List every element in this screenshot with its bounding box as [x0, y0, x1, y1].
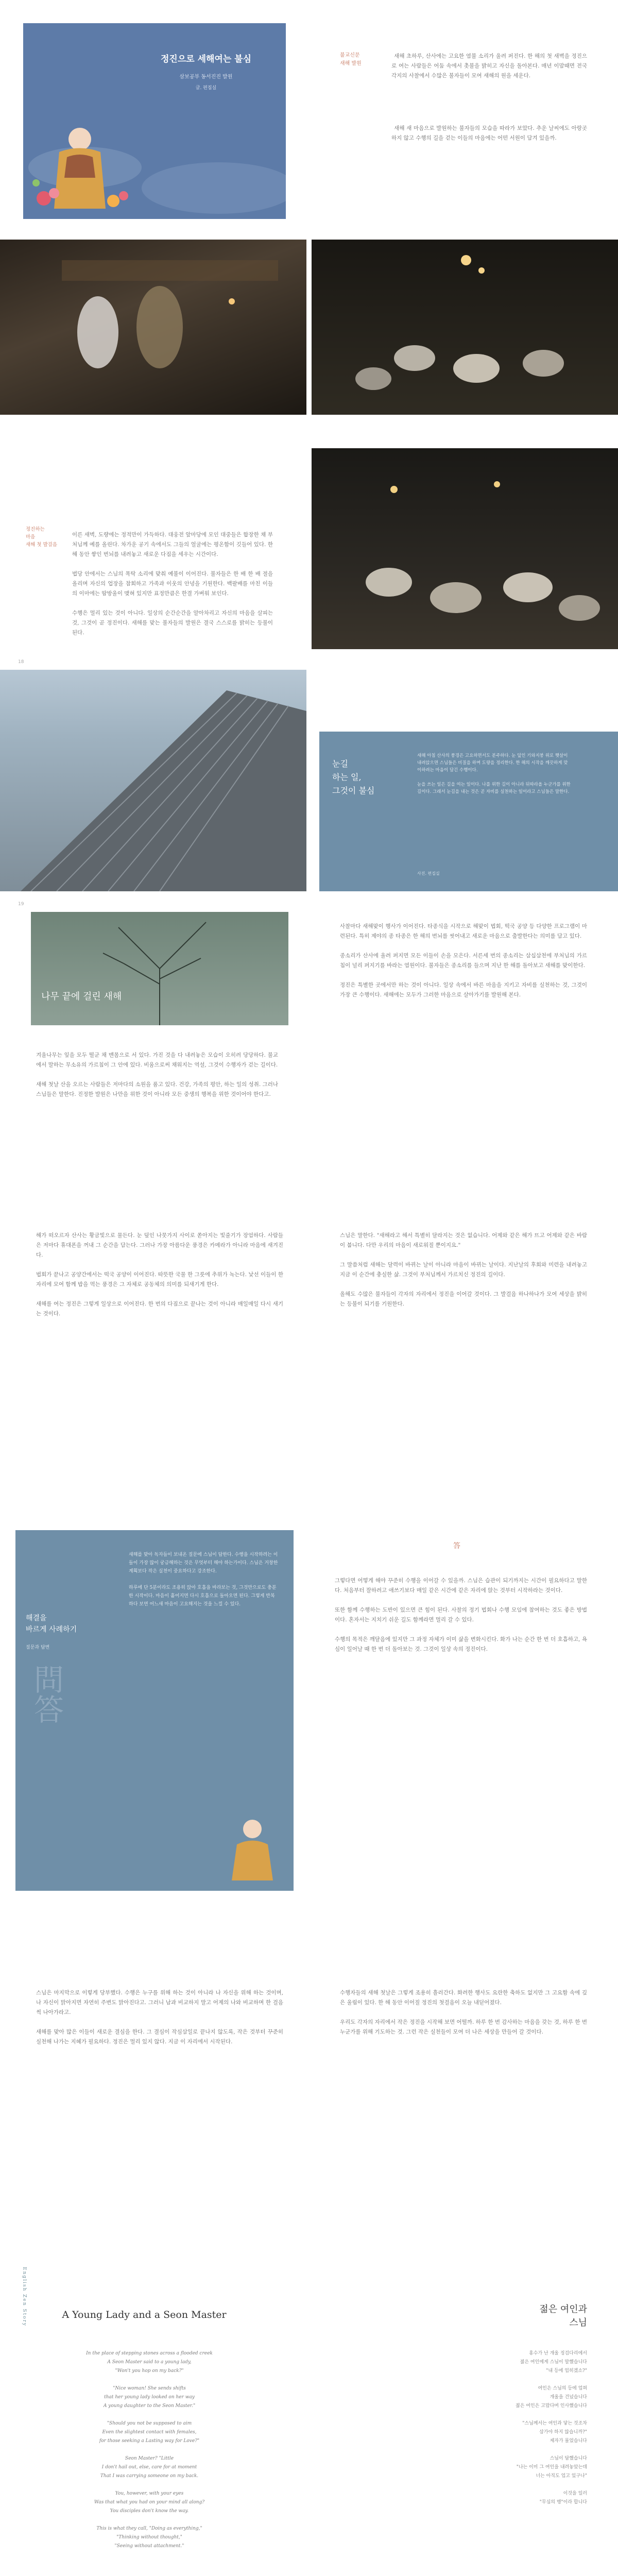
- spread-text-only: [0, 1190, 618, 1520]
- cover-subtitle: 삼보공부 동서진진 발원: [179, 74, 233, 80]
- spread2-body: [72, 520, 273, 638]
- quote-title: 눈길 하는 일, 그것이 불심: [332, 759, 375, 795]
- english-vertical-label: English Zen Story: [22, 2267, 27, 2327]
- spread5-right-text: 스님은 말한다. "새해라고 해서 특별히 달라지는 것은 없습니다. 어제와 같은 해가 뜨고 어제와 같은 바람이 붑니다. 다만 우리의 마음이 새로워질 뿐이지요." 그 말씀처럼 새해는 달력이 바뀌는 날이 아니라 마음이 바뀌는 날이다. 지난날의 후회와 미련을 내려놓고 지금 이 순간에 충실한 삶. 그것이 부처님께서 가르치신 정진의 길이다. 올해도 수많은 불자들이 각자의 자리에서 정진을 이어갈 것이다. 그 발걸음 하나하나가 모여 세상을 밝히는 등불이 되기를 기원한다.: [340, 1232, 587, 1307]
- qa-right-text: 그렇다면 어떻게 해야 꾸준히 수행을 이어갈 수 있을까. 스님은 습관이 되기까지는 시간이 필요하다고 말한다. 처음부터 잘하려고 애쓰기보다 매일 같은 시간에 같은 자리에 앉는 것부터 시작하라는 것이다. 또한 함께 수행하는 도반이 있으면 큰 힘이 된다. 사찰의 정기 법회나 수행 모임에 참여하는 것도 좋은 방법이다. 혼자서는 지치기 쉬운 길도 함께라면 멀리 갈 수 있다. 수행의 목적은 깨달음에 있지만 그 과정 자체가 이미 삶을 변화시킨다. 화가 나는 순간 한 번 더 호흡하고, 욕심이 일어날 때 한 번 더 돌아보는 것. 그것이 일상 속의 정진이다.: [335, 1578, 587, 1652]
- cover-panel: [23, 23, 286, 219]
- intro-paragraph-2: 새해 새 마음으로 발원하는 불자들의 모습을 따라가 보았다. 추운 날씨에도 아랑곳하지 않고 수행의 길을 걷는 이들의 마음에는 어떤 서원이 담겨 있을까.: [391, 125, 587, 141]
- qa-panel: [15, 1530, 294, 1891]
- qa-vertical-label: 問答: [29, 1664, 64, 1724]
- photo-lantern-stones: [312, 240, 618, 415]
- photo-bare-tree-art: [31, 912, 288, 1025]
- cover-title: 정진으로 세해여는 불심: [160, 54, 252, 64]
- intro-text-2: [391, 124, 587, 149]
- qa-subtitle: 질문과 답변: [26, 1645, 50, 1650]
- page-number-left: 19: [18, 902, 24, 907]
- qa-title: 해결을 바르게 사례하기: [26, 1614, 77, 1634]
- photo-bare-tree: [31, 912, 288, 1025]
- page-number: 18: [18, 659, 24, 665]
- tree-left-text: 겨울나무는 잎을 모두 떨군 채 맨몸으로 서 있다. 가진 것을 다 내려놓은 모습이 오히려 당당하다. 불교에서 말하는 무소유의 가르침이 그 안에 있다. 비움으로써 채워지는 역설, 그것이 수행자가 걷는 길이다. 새해 첫날 산을 오르는 사람들은 저마다의 소원을 품고 있다. 건강, 가족의 평안, 하는 일의 성취. 그러나 스님들은 말한다. 진정한 발원은 나만을 위한 것이 아니라 모든 중생의 행복을 위한 것이어야 한다고.: [36, 1052, 278, 1097]
- quote-box: [319, 732, 618, 891]
- qa-body: 새해를 맞아 독자들이 보내온 질문에 스님이 답한다. 수행을 시작하려는 이들이 가장 많이 궁금해하는 것은 무엇부터 해야 하는가이다. 스님은 거창한 계획보다 작은 실천이 중요하다고 강조한다. 하루에 단 5분이라도 조용히 앉아 호흡을 바라보는 것, 그것만으로도 충분한 시작이다. 마음이 흩어지면 다시 호흡으로 돌아오면 된다. 그렇게 반복하다 보면 어느새 마음이 고요해지는 것을 느낄 수 있다.: [129, 1552, 278, 1607]
- spread-tree-text: [0, 891, 618, 1190]
- spread-qa: [0, 1520, 618, 1947]
- photo-roof-tiles-art: [0, 670, 306, 891]
- spread-cover: [0, 0, 618, 227]
- qa-accent: 答: [453, 1542, 460, 1550]
- photo-lantern-stones-art: [312, 240, 618, 415]
- korean-title: 젊은 여인과 스님: [539, 2304, 587, 2328]
- photo-roof-tiles: [0, 670, 306, 891]
- tree-right-body: [340, 912, 587, 1000]
- spread2-side-heading: 정진하는 마음 새해 첫 발걸음: [26, 527, 58, 548]
- spread-text-night: [0, 428, 618, 654]
- qa-right-body: [335, 1566, 587, 1654]
- korean-poem: 홍수가 난 개울 징검다리에서 젊은 여인에게 스님이 말했습니다 "내 등에 업히겠소?" 여인은 스님의 등에 업혀 개울을 건넜습니다 젊은 여인은 고맙다며 인사했습니다 "스님께서는 여인과 닿는 것조차 삼가야 하지 않습니까?" 제자가 물었습니다 스님이 답했습니다 "나는 이미 그 여인을 내려놓았는데 너는 아직도 업고 있구나" 이것을 일러 "무심의 행"이라 합니다: [516, 2351, 587, 2505]
- spread5-left-body: [36, 1221, 283, 1319]
- spread7-right-text: 수행자들의 새해 첫날은 그렇게 조용히 흘러간다. 화려한 행사도 요란한 축하도 없지만 그 고요함 속에 깊은 울림이 있다. 한 해 동안 이어질 정진의 첫걸음이 오늘 내딛어졌다. 우리도 각자의 자리에서 작은 정진을 시작해 보면 어떨까. 하루 한 번 감사하는 마음을 갖는 것, 하루 한 번 누군가를 위해 기도하는 것. 그런 작은 실천들이 모여 더 나은 세상을 만들어 갈 것이다.: [340, 1990, 587, 2035]
- quote-body: 새해 아침 산사의 풍경은 고요하면서도 분주하다. 눈 덮인 기와지붕 위로 햇살이 내려앉으면 스님들은 비질을 하며 도량을 정리한다. 한 해의 시작을 깨끗하게 맞이하려는 마음이 담긴 수행이다. 눈을 쓰는 일은 길을 여는 일이다. 나를 위한 길이 아니라 뒤따라올 누군가를 위한 길이다. 그래서 눈길을 내는 것은 곧 자비를 실천하는 일이라고 스님들은 말한다.: [417, 753, 571, 794]
- tree-right-text: 사찰마다 새해맞이 행사가 이어진다. 타종식을 시작으로 해맞이 법회, 떡국 공양 등 다양한 프로그램이 마련된다. 특히 제야의 종 타종은 한 해의 번뇌를 씻어내고 새로운 마음으로 출발한다는 의미를 담고 있다. 종소리가 산사에 울려 퍼지면 모든 이들이 손을 모은다. 서른세 번의 종소리는 삼십삼천에 부처님의 가르침이 널리 퍼지기를 바라는 염원이다. 불자들은 종소리를 들으며 지난 한 해를 돌아보고 새해를 맞이한다. 정진은 특별한 곳에서만 하는 것이 아니다. 일상 속에서 바른 마음을 지키고 자비를 실천하는 것, 그것이 가장 큰 수행이다. 새해에는 모두가 그러한 마음으로 살아가기를 발원해 본다.: [340, 923, 587, 998]
- qa-illustration: [221, 1808, 283, 1880]
- tree-title-overlay: 나무 끝에 걸린 새해: [41, 991, 122, 1002]
- photo-nuns-carrying: [0, 240, 306, 415]
- quote-caption: 사진. 편집실: [417, 871, 440, 876]
- spread-closing-text: [0, 1947, 618, 2246]
- spread5-right-body: [340, 1221, 587, 1309]
- photo-nuns-carrying-art: [0, 240, 306, 415]
- tree-left-body: [36, 1041, 278, 1099]
- spread5-left-text: 해가 떠오르자 산사는 황금빛으로 물든다. 눈 덮인 나뭇가지 사이로 쏟아지는 빛줄기가 장엄하다. 사람들은 저마다 휴대폰을 꺼내 그 순간을 담는다. 그러나 가장 아름다운 풍경은 카메라가 아니라 마음에 새겨진다. 법회가 끝나고 공양간에서는 떡국 공양이 이어진다. 따뜻한 국물 한 그릇에 추위가 녹는다. 낯선 이들이 한 자리에 모여 함께 밥을 먹는 풍경은 그 자체로 공동체의 의미를 되새기게 한다. 새해를 여는 정진은 그렇게 일상으로 이어진다. 한 번의 다짐으로 끝나는 것이 아니라 매일매일 다시 새기는 것이다.: [36, 1232, 283, 1317]
- spread2-body-text: 이른 새벽, 도량에는 정적만이 가득하다. 대웅전 앞마당에 모인 대중들은 합장한 채 부처님께 예를 올린다. 차가운 공기 속에서도 그들의 얼굴에는 평온함이 깃들어 있다. 한 해 동안 쌓인 번뇌를 내려놓고 새로운 다짐을 세우는 시간이다. 법당 안에서는 스님의 목탁 소리에 맞춰 예불이 이어진다. 불자들은 한 배 한 배 절을 올리며 자신의 업장을 참회하고 가족과 이웃의 안녕을 기원한다. 백팔배를 마친 이들의 이마에는 땀방울이 맺혀 있지만 표정만큼은 한결 가벼워 보인다. 수행은 멀리 있는 것이 아니다. 일상의 순간순간을 알아차리고 자신의 마음을 살피는 것, 그것이 곧 정진이다. 새해를 맞는 불자들의 발원은 결국 스스로를 밝히는 등불이 된다.: [72, 532, 273, 636]
- photo-night-stones: [312, 448, 618, 649]
- spread-roof-quote: [0, 654, 618, 891]
- intro-paragraph-1: 새해 초하루, 산사에는 고요한 염불 소리가 울려 퍼진다. 한 해의 첫 새벽을 정진으로 여는 사람들은 어둠 속에서 촛불을 밝히고 자신을 돌아본다. 매년 이맘때면 전국 각지의 사찰에서 수많은 불자들이 모여 새해의 원을 세운다.: [391, 53, 587, 79]
- spread-photos: [0, 227, 618, 428]
- spread7-right-body: [340, 1978, 587, 2037]
- spread-english-story: [0, 2246, 618, 2576]
- cover-author: 글. 편집실: [195, 86, 217, 91]
- english-title: A Young Lady and a Seon Master: [62, 2309, 227, 2320]
- side-heading: 불교신문 새해 발원: [340, 53, 362, 66]
- spread7-left-text: 스님은 마지막으로 이렇게 당부했다. 수행은 누구를 위해 하는 것이 아니라 나 자신을 위해 하는 것이며, 나 자신이 맑아지면 자연히 주변도 맑아진다고. 그러니 남과 비교하지 말고 어제의 나와 비교하며 한 걸음씩 나아가라고. 새해를 맞아 많은 이들이 새로운 결심을 한다. 그 결심이 작심삼일로 끝나지 않도록, 작은 것부터 꾸준히 실천해 나가는 지혜가 필요하다. 정진은 멀리 있지 않다. 지금 이 자리에서 시작된다.: [36, 1990, 283, 2045]
- intro-text-1: [391, 52, 587, 87]
- spread7-left-body: [36, 1978, 283, 2047]
- english-poem: In the place of stepping stones across a flooded creek A Seon Master said to a young lady, "Won't you hop on my back?" "Nice woman! She sends shifts that her young lady looked on her way A young daughter to the Seon Master." "Should you not be supposed to aim Even the slightest contact with females, for those seeking a Lasting way for Love?" Seon Master? "Little I don't hail out, else, care for at moment That I was carrying someone on my back. You, however, with your eyes Was that what you had on your mind all along? You disciples don't know the way. This is what they call, "Doing as everything," "Thinking without thought," "Seeing without attachment.": [86, 2351, 213, 2549]
- photo-night-stones-art: [312, 448, 618, 649]
